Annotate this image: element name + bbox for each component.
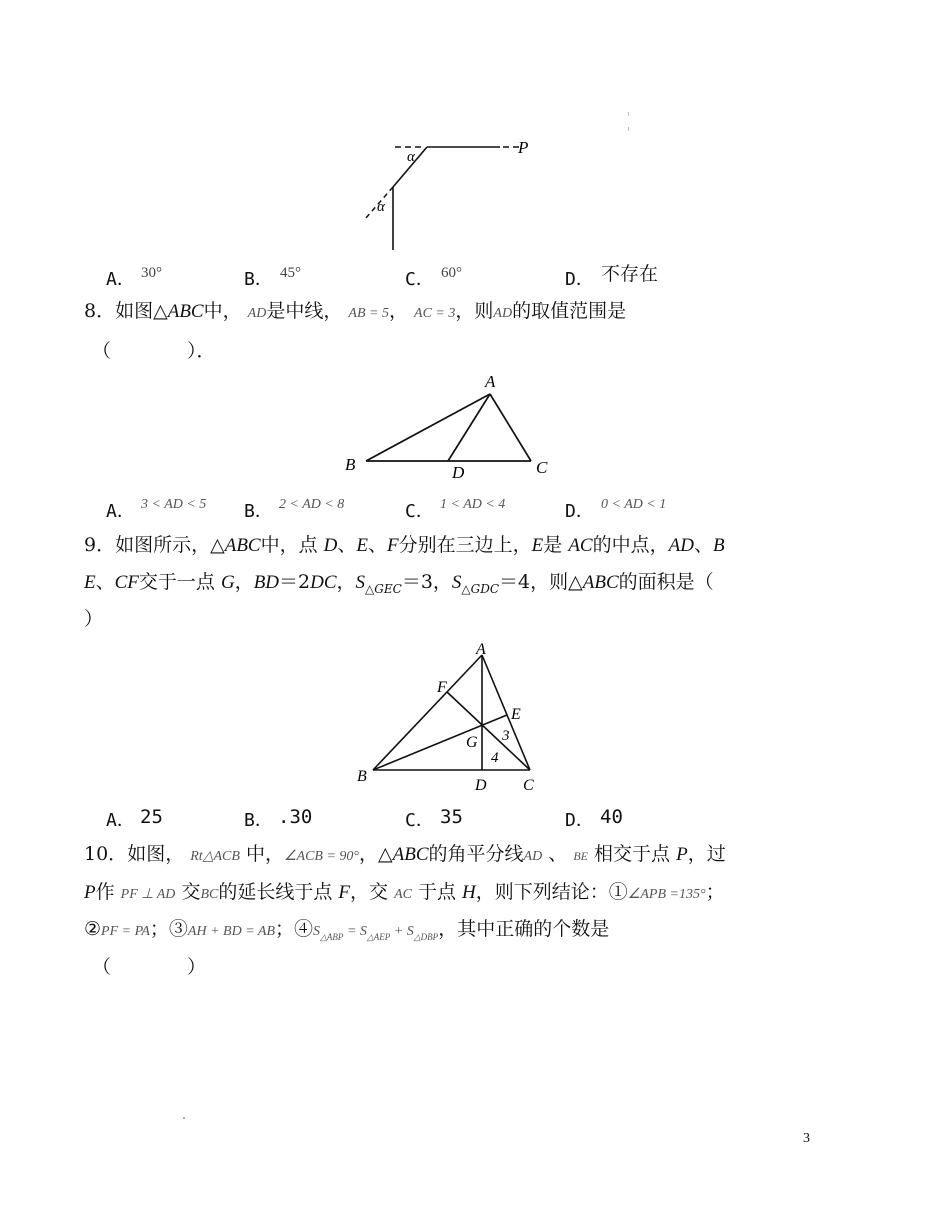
q9-side-ac [482,655,530,770]
q10-bc: BC [200,887,219,902]
q9-f: F [387,535,399,556]
q10-p: P [676,844,688,865]
q10-text: ，△ [359,843,393,865]
q9-label-e: E [511,706,521,723]
q9-option-c-letter[interactable]: C． [405,810,434,831]
q10-text: 、 [548,843,568,865]
q8-side-ac [490,394,531,461]
q9-g: G [220,572,235,593]
q9-dc: DC [310,572,337,593]
q8-abc: ABC [167,301,204,322]
q9-label-a: A [476,641,486,658]
q9-option-d-value: 40 [600,806,623,828]
q10-area-eq: = S [343,924,367,939]
q8-label-c: C [536,458,548,477]
q10-text: ；③ [149,918,188,940]
q8-text: ，则 [455,300,494,322]
q10-text: 如图， [127,843,185,865]
q8-text: 如图△ [115,300,168,322]
q9-area-4: 4 [491,750,499,766]
q10-be: BE [573,849,588,863]
q10-text: 作 [95,881,115,903]
q10-sum-eq: AH + BD = AB [187,924,275,939]
q9-text: ＝4，则△ [499,571,583,593]
q9-bd: BD [253,572,280,593]
q9-text: ＝2 [279,571,311,593]
q7-option-a-letter[interactable]: A． [106,269,135,290]
q8-option-c-value: 1 < AD < 4 [440,497,506,512]
q10-text: 的延长线于点 [218,881,339,903]
q9-stem-line2 [84,573,714,595]
q10-text: ； [705,881,725,903]
q7-option-b-value: 45° [280,265,301,281]
q9-s: S [355,572,366,593]
q9-label-c: C [523,777,534,794]
q9-number: 9． [84,534,116,556]
q7-alpha-top: α [407,149,415,165]
q9-e: E [84,572,96,593]
q8-option-c-letter[interactable]: C． [405,501,434,522]
q10-h: H [462,882,476,903]
q9-text: 如图所示，△ [115,534,225,556]
q9-text: ， [336,571,356,593]
q10-p: P [84,882,96,903]
q7-figure [355,135,545,255]
q9-text: 的面积是（ [618,571,714,593]
q7-option-d-value: 不存在 [601,263,659,285]
q9-sub: △GEC [365,581,402,596]
q10-text: 中， [245,843,284,865]
q7-option-d-letter[interactable]: D． [565,269,594,290]
q8-side-ab [366,394,490,461]
q10-stem-line2 [84,883,725,902]
q9-abc: ABC [582,572,619,593]
q9-side-ab [373,655,482,770]
q7-option-b-letter[interactable]: B． [244,269,273,290]
scan-mark [183,1117,185,1119]
q9-text: 中，点 [260,534,324,556]
q7-label-p: P [518,138,529,157]
q9-e: E [531,535,544,556]
q10-number: 10． [84,843,128,865]
q8-label-b: B [345,455,356,474]
q9-stem-line1 [84,536,725,555]
q10-area-sub: △AEP [366,931,391,942]
q9-ac: AC [568,535,593,556]
q8-text: 是中线， [266,300,343,322]
q8-option-d-letter[interactable]: D． [565,501,594,522]
q10-text: ，交 [350,881,389,903]
q8-option-a-value: 3 < AD < 5 [141,497,207,512]
q8-text: ， [388,300,408,322]
q8-median-ad [448,394,490,461]
q10-angle-acb: ∠ACB = 90° [283,849,360,864]
q10-text: 相交于点 [594,843,677,865]
q8-ac-eq: AC = 3 [414,306,456,321]
q9-option-c-value: 35 [440,806,463,828]
q8-number: 8． [84,300,116,322]
q10-pf-eq: PF = PA [101,924,150,939]
q9-label-d: D [475,777,487,794]
q8-option-b-letter[interactable]: B． [244,501,273,522]
q7-option-a-value: 30° [141,265,162,281]
q9-text: 交于一点 [138,571,221,593]
q9-text: 是 [543,534,569,556]
q9-label-f: F [437,679,447,696]
q10-text: ，则下列结论：① [475,881,628,903]
q7-option-c-value: 60° [441,265,462,281]
q9-abc: ABC [224,535,261,556]
q9-text: 、 [95,571,115,593]
q9-e: E [356,535,369,556]
q10-f: F [338,882,350,903]
q10-text: 交 [181,881,201,903]
q9-option-d-letter[interactable]: D． [565,810,594,831]
q8-ab-eq: AB = 5 [348,306,389,321]
q9-option-a-letter[interactable]: A． [106,810,135,831]
q9-ad: AD [668,535,694,556]
q9-segment-cf [447,692,530,770]
q10-area-plus: + S [390,924,414,939]
q10-ac: AC [394,887,412,902]
q9-segment-be [373,715,507,770]
q10-perp: PF ⊥ AD [120,887,176,902]
q8-ad: AD [247,306,267,321]
q9-option-b-letter[interactable]: B． [244,810,273,831]
q10-rt-triangle: Rt△ACB [190,849,240,864]
q10-text: ；④ [275,918,314,940]
q9-sub: △GDC [461,581,500,596]
q10-area-s: S [313,924,321,939]
q10-text: ，过 [687,843,726,865]
q8-answer-blank[interactable]: （ ）． [92,340,216,362]
q8-figure [330,368,570,483]
q9-label-g: G [466,734,478,751]
q9-area-3: 3 [502,728,510,744]
q9-stem-line3: ） [84,608,104,630]
q8-stem [84,302,626,321]
q8-label-d: D [452,463,465,482]
page-number: 3 [803,1131,810,1146]
q10-abc: ABC [392,844,429,865]
q9-d: D [323,535,338,556]
q9-option-b-value: .30 [278,806,313,828]
q10-text: 于点 [418,881,463,903]
q9-text: 、 [693,534,713,556]
q9-cf: CF [114,572,139,593]
q10-ad: AD [523,849,543,864]
q7-option-c-letter[interactable]: C． [405,269,434,290]
q7-alpha-bottom: α [377,199,385,215]
q10-area-sub: △DBP [413,931,439,942]
q9-text: 、 [368,534,388,556]
q9-text: ， [234,571,254,593]
q9-text: 的中点， [592,534,669,556]
q9-text: 分别在三边上， [398,534,532,556]
scan-mark [628,127,629,131]
q8-option-a-letter[interactable]: A． [106,501,135,522]
q9-b: B [712,535,725,556]
q9-text: ＝3， [401,571,452,593]
q9-text: 、 [337,534,357,556]
q9-option-a-value: 25 [140,806,163,828]
q10-area-sub: △ABP [320,931,344,942]
q8-ad: AD [493,306,513,321]
q10-text: ，其中正确的个数是 [438,918,610,940]
q9-label-b: B [357,768,367,785]
q10-angle-apb: ∠APB =135° [627,887,706,902]
q8-text: 的取值范围是 [512,300,627,322]
q9-s: S [451,572,462,593]
scan-mark [628,112,629,116]
q8-option-d-value: 0 < AD < 1 [601,497,667,512]
q10-stem-line3 [84,920,609,942]
q10-text: 的角平分线 [428,843,524,865]
q8-option-b-value: 2 < AD < 8 [279,497,345,512]
q9-figure [345,637,565,797]
q10-stem-line1 [84,845,726,864]
q10-answer-blank[interactable]: （ ） [92,956,207,978]
q10-text: ② [84,918,102,940]
q8-label-a: A [485,372,496,391]
q8-text: 中， [203,300,242,322]
